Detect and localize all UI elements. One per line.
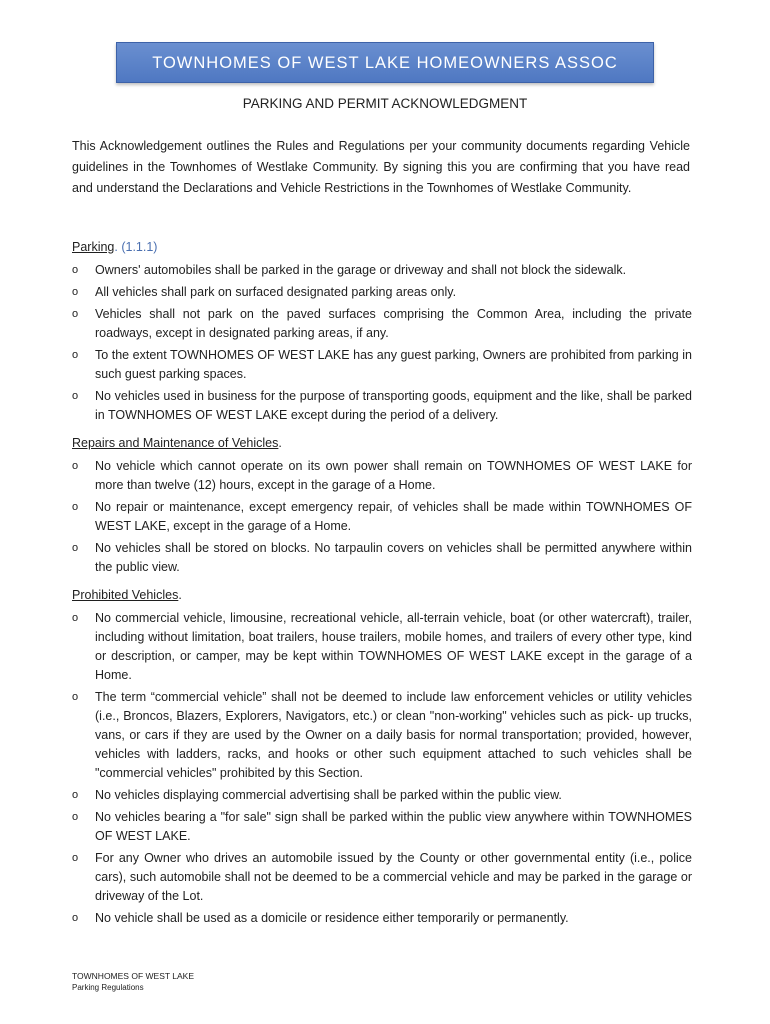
bullet-icon: o: [72, 691, 79, 703]
rule-text: No vehicle shall be used as a domicile or residence either temporarily or permanently.: [95, 911, 569, 925]
bullet-icon: o: [72, 286, 79, 298]
list-item: [72, 283, 692, 302]
list-item: [72, 387, 692, 425]
section-reference: .: [178, 588, 182, 602]
rule-text: To the extent TOWNHOMES OF WEST LAKE has any guest parking, Owners are prohibited from parking in such guest parking spaces.: [95, 348, 692, 381]
list-item: [72, 498, 692, 536]
bullet-icon: o: [72, 852, 79, 864]
footer-document-name: Parking Regulations: [72, 983, 144, 992]
bullet-icon: o: [72, 390, 79, 402]
list-item: [72, 457, 692, 495]
bullet-icon: o: [72, 460, 79, 472]
section-heading: [72, 586, 692, 605]
section-heading: [72, 434, 692, 453]
rules-list: [72, 457, 692, 577]
footer-association-name: TOWNHOMES OF WEST LAKE: [72, 971, 195, 981]
section-reference: .: [278, 436, 282, 450]
rule-text: All vehicles shall park on surfaced designated parking areas only.: [95, 285, 457, 299]
list-item: [72, 786, 692, 805]
list-item: [72, 609, 692, 685]
rules-list: [72, 261, 692, 425]
rule-text: No vehicles used in business for the purpose of transporting goods, equipment and the like, shall be parked in TOWNHOMES OF WEST LAKE except during the period of a delivery.: [95, 389, 692, 422]
bullet-icon: o: [72, 612, 79, 624]
bullet-icon: o: [72, 912, 79, 924]
rule-text: No vehicles displaying commercial advertising shall be parked within the public view.: [95, 788, 562, 802]
bullet-icon: o: [72, 789, 79, 801]
bullet-icon: o: [72, 349, 79, 361]
section-title: Parking: [72, 240, 115, 254]
list-item: [72, 849, 692, 906]
section-heading: [72, 238, 692, 257]
list-item: [72, 305, 692, 343]
header-banner: TOWNHOMES OF WEST LAKE HOMEOWNERS ASSOC: [116, 42, 654, 83]
document-title: PARKING AND PERMIT ACKNOWLEDGMENT: [242, 96, 528, 111]
intro-paragraph: This Acknowledgement outlines the Rules and Regulations per your community documents regarding Vehicle guidelines in the Townhomes of Westlake Community. By signing this you are confirming that you have read and understand the Declarations and Vehicle Restrictions in the Townhomes of Westlake Community.: [72, 139, 690, 195]
rule-text: The term “commercial vehicle” shall not be deemed to include law enforcement vehicles or utility vehicles (i.e., Broncos, Blazers, Explorers, Navigators, etc.) or clean "non-working" vehicles such as pick- up trucks, vans, or cars if they are used by the Owner on a daily basis for normal transportation; provided, however, vehicles with ladders, racks, and hooks or other such equipment attached to such vehicles shall be "commercial vehicles" prohibited by this Section.: [95, 690, 692, 780]
rule-text: No vehicles shall be stored on blocks. No tarpaulin covers on vehicles shall be permitted anywhere within the public view.: [95, 541, 692, 574]
section-prohibited-vehicles: [72, 586, 692, 931]
section-repairs: [72, 434, 692, 580]
bullet-icon: o: [72, 308, 79, 320]
rule-text: No vehicles bearing a "for sale" sign shall be parked within the public view anywhere within TOWNHOMES OF WEST LAKE.: [95, 810, 692, 843]
section-title: Repairs and Maintenance of Vehicles: [72, 436, 279, 450]
rule-text: No vehicle which cannot operate on its own power shall remain on TOWNHOMES OF WEST LAKE for more than twelve (12) hours, except in the garage of a Home.: [95, 459, 692, 492]
list-item: [72, 909, 692, 928]
list-item: [72, 346, 692, 384]
bullet-icon: o: [72, 811, 79, 823]
list-item: [72, 808, 692, 846]
rule-text: Vehicles shall not park on the paved surfaces comprising the Common Area, including the private roadways, except in designated parking areas, if any.: [95, 307, 692, 340]
list-item: [72, 688, 692, 783]
rules-list: [72, 609, 692, 928]
rule-text: For any Owner who drives an automobile issued by the County or other governmental entity (i.e., police cars), such automobile shall not be deemed to be a commercial vehicle and may be parked in the garage or driveway of the Lot.: [95, 851, 692, 903]
rule-text: No commercial vehicle, limousine, recreational vehicle, all-terrain vehicle, boat (or other watercraft), trailer, including without limitation, boat trailers, house trailers, mobile homes, and trailers of every other type, kind or description, or camper, may be kept within TOWNHOMES OF WEST LAKE except in the garage of a Home.: [95, 611, 692, 682]
bullet-icon: o: [72, 264, 79, 276]
section-reference: . (1.1.1): [114, 240, 158, 254]
section-parking: [72, 238, 692, 428]
section-title: Prohibited Vehicles: [72, 588, 179, 602]
list-item: [72, 261, 692, 280]
bullet-icon: o: [72, 542, 79, 554]
bullet-icon: o: [72, 501, 79, 513]
list-item: [72, 539, 692, 577]
rule-text: No repair or maintenance, except emergency repair, of vehicles shall be made within TOWNHOMES OF WEST LAKE, except in the garage of a Home.: [95, 500, 692, 533]
rule-text: Owners' automobiles shall be parked in the garage or driveway and shall not block the sidewalk.: [95, 263, 627, 277]
